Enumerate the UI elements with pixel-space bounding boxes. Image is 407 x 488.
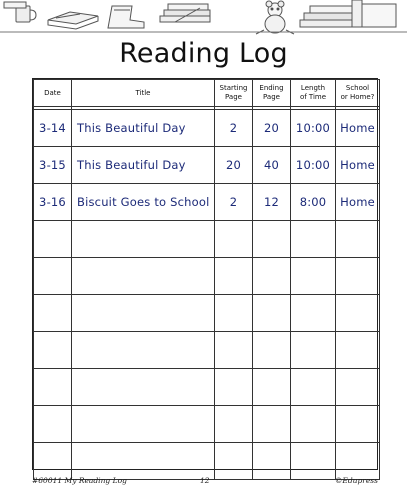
boot-icon [108,6,144,28]
column-header-ending-page: Ending Page [253,80,291,107]
empty-cell [336,258,380,295]
empty-cell [34,221,72,258]
footer-product-code: #60011 My Reading Log [32,476,127,485]
book-icon [48,12,98,29]
entry-length: 8:00 [291,184,336,221]
empty-cell [34,295,72,332]
empty-cell [215,332,253,369]
empty-cell [72,295,215,332]
entry-ending-page: 12 [253,184,291,221]
table-row [34,147,380,184]
entry-starting-page: 2 [215,184,253,221]
empty-cell [34,369,72,406]
empty-cell [253,295,291,332]
empty-table-row [34,295,380,332]
empty-cell [34,258,72,295]
empty-cell [336,221,380,258]
empty-table-row [34,443,380,480]
page-number: 12 [200,476,210,485]
empty-cell [72,221,215,258]
empty-cell [336,406,380,443]
column-header-length-of-time: Length of Time [291,80,336,107]
page-footer [32,476,378,488]
empty-cell [253,369,291,406]
empty-table-row [34,369,380,406]
entry-length: 10:00 [291,110,336,147]
column-header-starting-page: Starting Page [215,80,253,107]
teddy-bear-icon [256,1,294,34]
empty-cell [253,258,291,295]
empty-cell [253,443,291,480]
empty-cell [291,221,336,258]
column-header-date: Date [34,80,72,107]
entry-starting-page: 2 [215,110,253,147]
empty-cell [34,406,72,443]
empty-table-row [34,221,380,258]
empty-table-row [34,406,380,443]
empty-cell [291,369,336,406]
empty-cell [336,295,380,332]
mug-icon [4,2,36,22]
empty-cell [291,258,336,295]
entry-title: Biscuit Goes to School [72,184,215,221]
empty-cell [253,406,291,443]
empty-cell [34,443,72,480]
empty-cell [215,295,253,332]
header-illustration [0,0,407,40]
empty-cell [215,221,253,258]
header-row [34,80,380,107]
entry-ending-page: 40 [253,147,291,184]
empty-rows [34,221,380,480]
empty-cell [215,443,253,480]
entry-location: Home [336,147,380,184]
empty-cell [72,258,215,295]
entry-date: 3-14 [34,110,72,147]
entry-date: 3-15 [34,147,72,184]
footer-publisher: ©Edupress [334,476,378,485]
entry-date: 3-16 [34,184,72,221]
entry-length: 10:00 [291,147,336,184]
empty-cell [215,369,253,406]
entry-title: This Beautiful Day [72,147,215,184]
page-title: Reading Log [119,38,288,69]
empty-cell [34,332,72,369]
empty-cell [215,406,253,443]
entry-starting-page: 20 [215,147,253,184]
empty-table-row [34,258,380,295]
empty-cell [291,406,336,443]
column-header-title: Title [72,80,215,107]
empty-cell [253,221,291,258]
empty-cell [291,443,336,480]
table-row [34,110,380,147]
empty-cell [253,332,291,369]
empty-cell [336,443,380,480]
empty-cell [72,369,215,406]
empty-cell [291,332,336,369]
empty-cell [215,258,253,295]
empty-cell [72,332,215,369]
empty-cell [72,443,215,480]
table-row [34,184,380,221]
entry-location: Home [336,184,380,221]
empty-cell [336,369,380,406]
entry-title: This Beautiful Day [72,110,215,147]
column-header-school-or-home: School or Home? [336,80,380,107]
empty-cell [72,406,215,443]
book-stack-icon [160,4,210,22]
empty-cell [291,295,336,332]
entry-ending-page: 20 [253,110,291,147]
empty-table-row [34,332,380,369]
book-stack-icon [300,0,396,27]
entry-location: Home [336,110,380,147]
empty-cell [336,332,380,369]
reading-log-table [32,78,378,470]
